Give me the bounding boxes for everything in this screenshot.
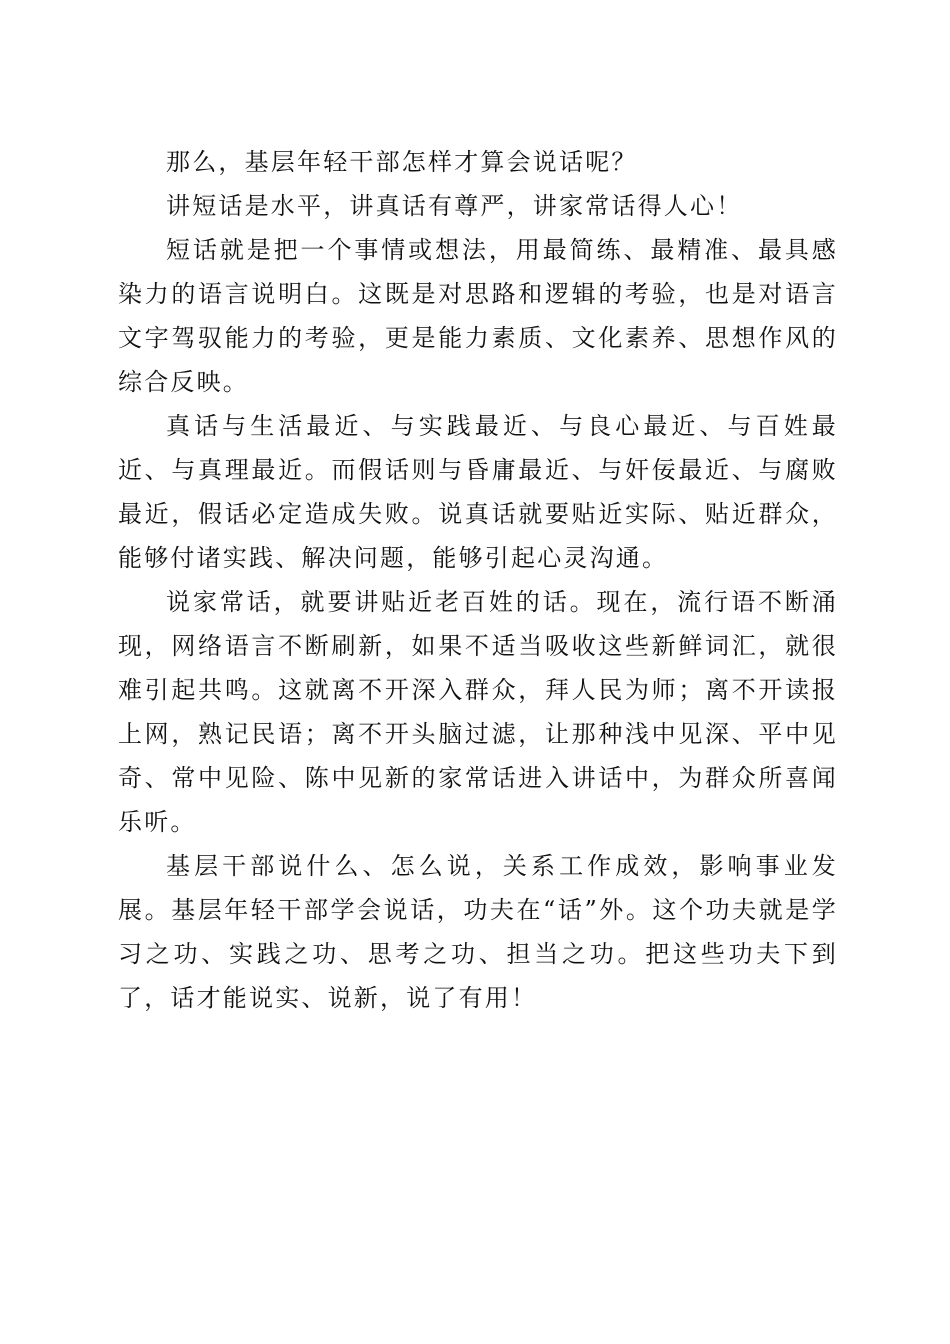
paragraph-thesis: 讲短话是水平，讲真话有尊严，讲家常话得人心！ <box>166 192 743 220</box>
paragraph-short-speech: 短话就是把一个事情或想法，用最简练、最精准、最具感染力的语言说明白。这既是对思路和逻辑的考验，也是对语言文字驾驭能力的考验，更是能力素质、文化素养、思想作风的综合反映。 <box>118 236 838 396</box>
document-body <box>118 140 838 1020</box>
paragraph-true-speech: 真话与生活最近、与实践最近、与良心最近、与百姓最近、与真理最近。而假话则与昏庸最近、与奸佞最近、与腐败最近，假话必定造成失败。说真话就要贴近实际、贴近群众，能够付诸实践、解决问题，能够引起心灵沟通。 <box>118 412 838 572</box>
paragraph-conclusion: 基层干部说什么、怎么说，关系工作成效，影响事业发展。基层年轻干部学会说话，功夫在“话”外。这个功夫就是学习之功、实践之功、思考之功、担当之功。把这些功夫下到了，话才能说实、说新，说了有用！ <box>118 852 838 1012</box>
paragraph-question: 那么，基层年轻干部怎样才算会说话呢？ <box>166 148 638 176</box>
paragraph-homely-speech: 说家常话，就要讲贴近老百姓的话。现在，流行语不断涌现，网络语言不断刷新，如果不适当吸收这些新鲜词汇，就很难引起共鸣。这就离不开深入群众，拜人民为师；离不开读报上网，熟记民语；离不开头脑过滤，让那种浅中见深、平中见奇、常中见险、陈中见新的家常话进入讲话中，为群众所喜闻乐听。 <box>118 588 838 836</box>
